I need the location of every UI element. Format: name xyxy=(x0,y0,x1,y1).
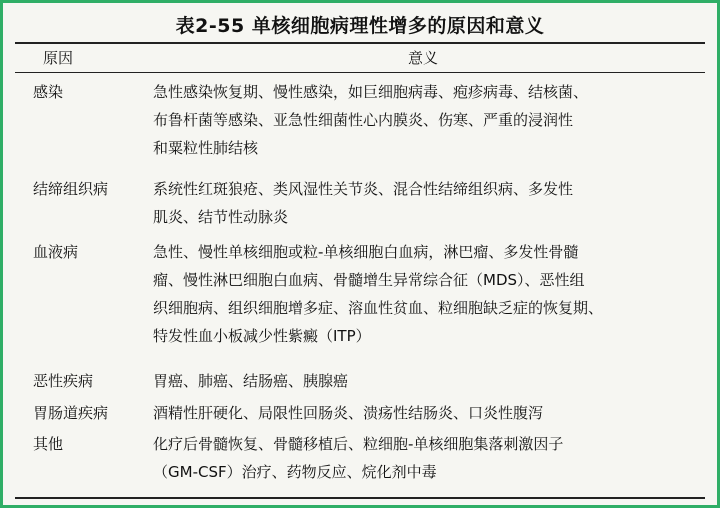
cause-cell: 感染 xyxy=(33,83,64,101)
cause-cell: 其他 xyxy=(33,435,64,453)
bottom-rule xyxy=(15,497,705,499)
meaning-line: 胃癌、肺癌、结肠癌、胰腺癌 xyxy=(153,372,349,390)
meaning-line: 和粟粒性肺结核 xyxy=(153,139,259,157)
meaning-line: 织细胞病、组织细胞增多症、溶血性贫血、粒细胞缺乏症的恢复期、 xyxy=(153,299,604,317)
cause-cell: 胃肠道疾病 xyxy=(33,404,109,422)
cause-cell: 血液病 xyxy=(33,243,79,261)
meaning-cell xyxy=(153,175,713,231)
meaning-line: 酒精性肝硬化、局限性回肠炎、溃疡性结肠炎、口炎性腹泻 xyxy=(153,404,544,422)
cause-cell: 恶性疾病 xyxy=(33,372,94,390)
meaning-line: 瘤、慢性淋巴细胞白血病、骨髓增生异常综合征（MDS）、恶性组 xyxy=(153,271,585,289)
cause-cell: 结缔组织病 xyxy=(33,180,109,198)
table-title: 表2-55 单核细胞病理性增多的原因和意义 xyxy=(175,15,545,37)
meaning-cell xyxy=(153,78,713,162)
header-cause: 原因 xyxy=(43,49,74,67)
meaning-line: 急性、慢性单核细胞或粒-单核细胞白血病，淋巴瘤、多发性骨髓 xyxy=(153,243,579,261)
meaning-line: 急性感染恢复期、慢性感染，如巨细胞病毒、疱疹病毒、结核菌、 xyxy=(153,83,589,101)
meaning-cell xyxy=(153,430,713,486)
meaning-cell xyxy=(153,238,713,350)
meaning-cell xyxy=(153,367,713,395)
meaning-line: 特发性血小板减少性紫癜（ITP） xyxy=(153,327,371,345)
meaning-line: 布鲁杆菌等感染、亚急性细菌性心内膜炎、伤寒、严重的浸润性 xyxy=(153,111,574,129)
header-rule xyxy=(15,72,705,73)
top-rule xyxy=(15,42,705,44)
meaning-line: 化疗后骨髓恢复、骨髓移植后、粒细胞-单核细胞集落刺激因子 xyxy=(153,435,564,453)
meaning-cell xyxy=(153,399,713,427)
meaning-line: 肌炎、结节性动脉炎 xyxy=(153,208,289,226)
meaning-line: （GM-CSF）治疗、药物反应、烷化剂中毒 xyxy=(153,463,437,481)
header-meaning: 意义 xyxy=(408,49,439,67)
meaning-line: 系统性红斑狼疮、类风湿性关节炎、混合性结缔组织病、多发性 xyxy=(153,180,574,198)
